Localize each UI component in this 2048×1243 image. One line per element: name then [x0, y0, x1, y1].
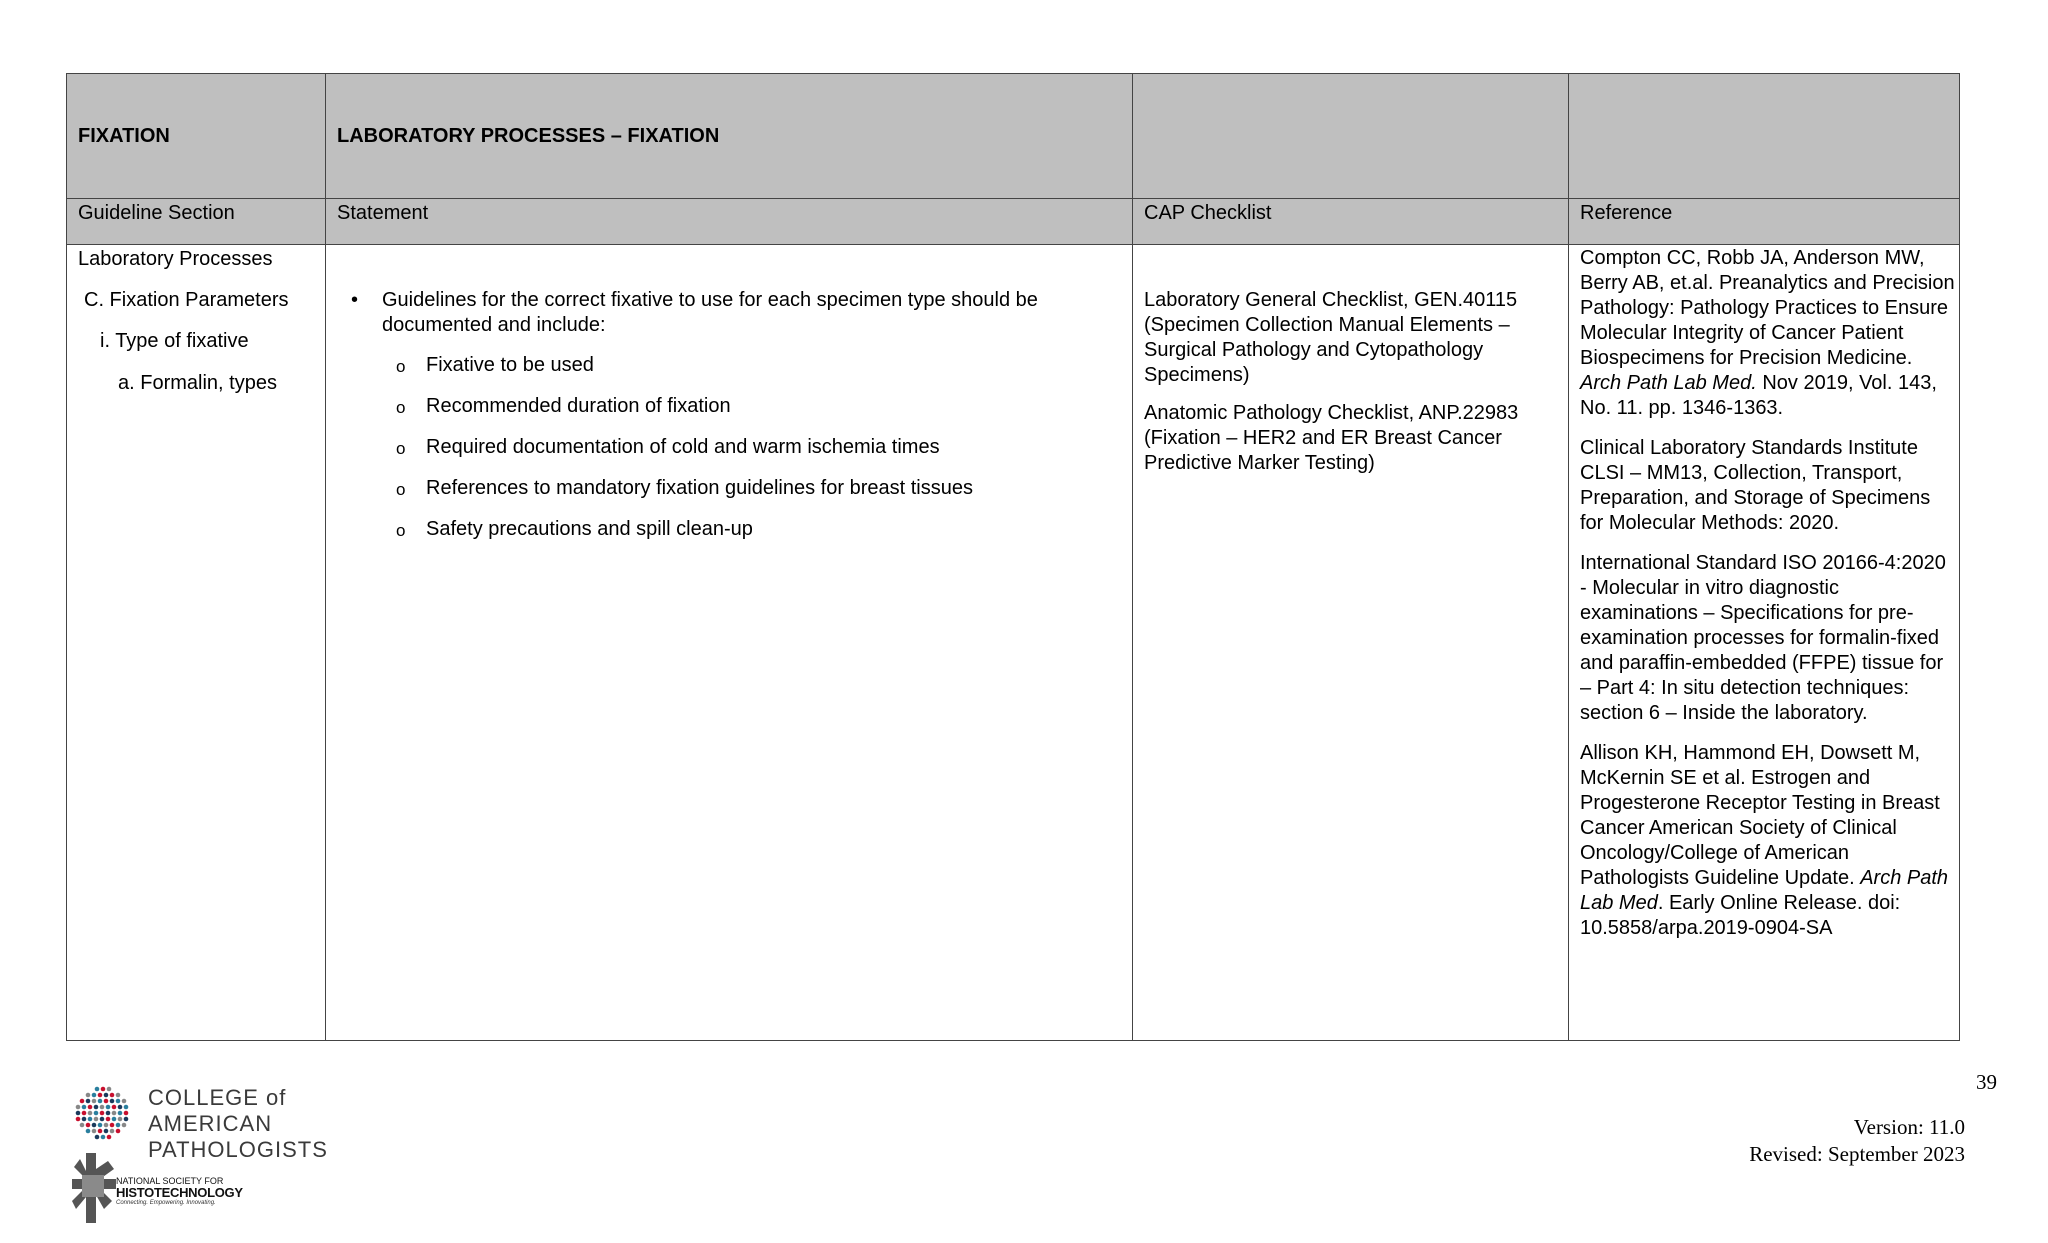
- reference-item: [1580, 246, 1955, 421]
- statement-intro: Guidelines for the correct fixative to use for each specimen type should be documented and include:: [382, 289, 1038, 336]
- cap-checklist-item: Anatomic Pathology Checklist, ANP.22983 (Fixation – HER2 and ER Breast Cancer Predictive Marker Testing): [1144, 402, 1519, 474]
- guideline-level-2: C. Fixation Parameters: [84, 289, 289, 311]
- sub-bullet-marker: o: [396, 439, 406, 458]
- header-cell-empty-2: [1569, 74, 1960, 199]
- table-row: [67, 245, 1960, 1041]
- list-item: [337, 353, 1121, 378]
- statement-bullet: [337, 288, 1121, 338]
- reference-text: Allison KH, Hammond EH, Dowsett M, McKernin SE et al. Estrogen and Progesterone Receptor Testing in Breast Cancer American Society of Clinical Oncology/College of American Pathologists Guideline Update.: [1580, 742, 1940, 889]
- reference-item: International Standard ISO 20166-4:2020 - Molecular in vitro diagnostic examinations – Specifications for pre-examination processes for formalin-fixed and paraffin-embedded (FFPE) tissue for – Part 4: In situ detection techniques: section 6 – Inside the laboratory.: [1580, 552, 1946, 724]
- nsh-logo-text: [116, 1176, 243, 1209]
- sub-bullet-marker: o: [396, 398, 406, 417]
- nsh-logo: [72, 1153, 243, 1228]
- reference-journal: Arch Path Lab Med: [1580, 867, 1949, 914]
- cap-logo-text: [148, 1085, 328, 1163]
- guideline-level-3: i. Type of fixative: [100, 330, 249, 352]
- cap-dots-icon: [72, 1085, 134, 1145]
- reference-journal: Arch Path Lab Med.: [1580, 372, 1757, 394]
- cap-logo: [72, 1085, 328, 1162]
- list-item-text: Safety precautions and spill clean-up: [426, 518, 753, 540]
- cap-logo-line1: COLLEGE of AMERICAN: [148, 1085, 287, 1136]
- table-header-row: [67, 74, 1960, 199]
- reference-item: [1580, 741, 1955, 941]
- list-item: [337, 435, 1121, 460]
- version-label: Version: 11.0: [1853, 1115, 1965, 1139]
- statement-cell: [326, 245, 1133, 1041]
- list-item: [337, 517, 1121, 542]
- cap-checklist-cell: [1133, 245, 1569, 1041]
- page-number: 39: [1976, 1070, 1997, 1094]
- column-header-reference: Reference: [1569, 199, 1960, 245]
- fixation-guideline-table: [66, 73, 1960, 1041]
- reference-cell: [1569, 245, 1960, 1041]
- list-item: [337, 394, 1121, 419]
- list-item-text: Fixative to be used: [426, 354, 594, 376]
- list-item-text: References to mandatory fixation guidelines for breast tissues: [426, 477, 973, 499]
- header-cell-empty-1: [1133, 74, 1569, 199]
- bullet-marker: •: [351, 289, 359, 311]
- nsh-star-icon: [72, 1153, 118, 1223]
- list-item-text: Required documentation of cold and warm ischemia times: [426, 436, 940, 458]
- cap-checklist-item: Laboratory General Checklist, GEN.40115 (Specimen Collection Manual Elements – Surgical Pathology and Cytopathology Specimens): [1144, 289, 1518, 386]
- sub-bullet-marker: o: [396, 357, 406, 376]
- reference-item: Clinical Laboratory Standards Institute CLSI – MM13, Collection, Transport, Preparation, and Storage of Specimens for Molecular Methods: 2020.: [1580, 437, 1931, 534]
- sub-bullet-marker: o: [396, 521, 406, 540]
- header-cell-fixation: FIXATION: [67, 74, 326, 199]
- nsh-line2: HISTOTECHNOLOGY: [116, 1185, 243, 1200]
- nsh-line1: NATIONAL SOCIETY FOR: [116, 1176, 224, 1186]
- statement-sublist: [337, 353, 1121, 542]
- column-header-statement: Statement: [326, 199, 1133, 245]
- list-item: [337, 476, 1121, 501]
- guideline-section-cell: [67, 245, 326, 1041]
- revised-label: Revised: September 2023: [1749, 1142, 1965, 1166]
- column-header-row: [67, 199, 1960, 245]
- nsh-tagline: Connecting. Empowering. Innovating.: [116, 1200, 216, 1206]
- column-header-cap-checklist: CAP Checklist: [1133, 199, 1569, 245]
- reference-text: . Early Online Release. doi: 10.5858/arpa.2019-0904-SA: [1580, 892, 1901, 939]
- guideline-level-4: a. Formalin, types: [118, 372, 277, 394]
- sub-bullet-marker: o: [396, 480, 406, 499]
- column-header-guideline-section: Guideline Section: [67, 199, 326, 245]
- list-item-text: Recommended duration of fixation: [426, 395, 731, 417]
- guideline-level-1: Laboratory Processes: [78, 248, 273, 270]
- header-cell-laboratory-processes: LABORATORY PROCESSES – FIXATION: [326, 74, 1133, 199]
- cap-logo-line2: PATHOLOGISTS: [148, 1137, 328, 1162]
- reference-text: Compton CC, Robb JA, Anderson MW, Berry AB, et.al. Preanalytics and Precision Pathology: Pathology Practices to Ensure Molecular Integrity of Cancer Patient Biospecimens for Precision Medicine.: [1580, 247, 1955, 369]
- version-info: [1749, 1114, 1965, 1168]
- reference-text: Nov 2019, Vol. 143, No. 11. pp. 1346-1363.: [1580, 372, 1937, 419]
